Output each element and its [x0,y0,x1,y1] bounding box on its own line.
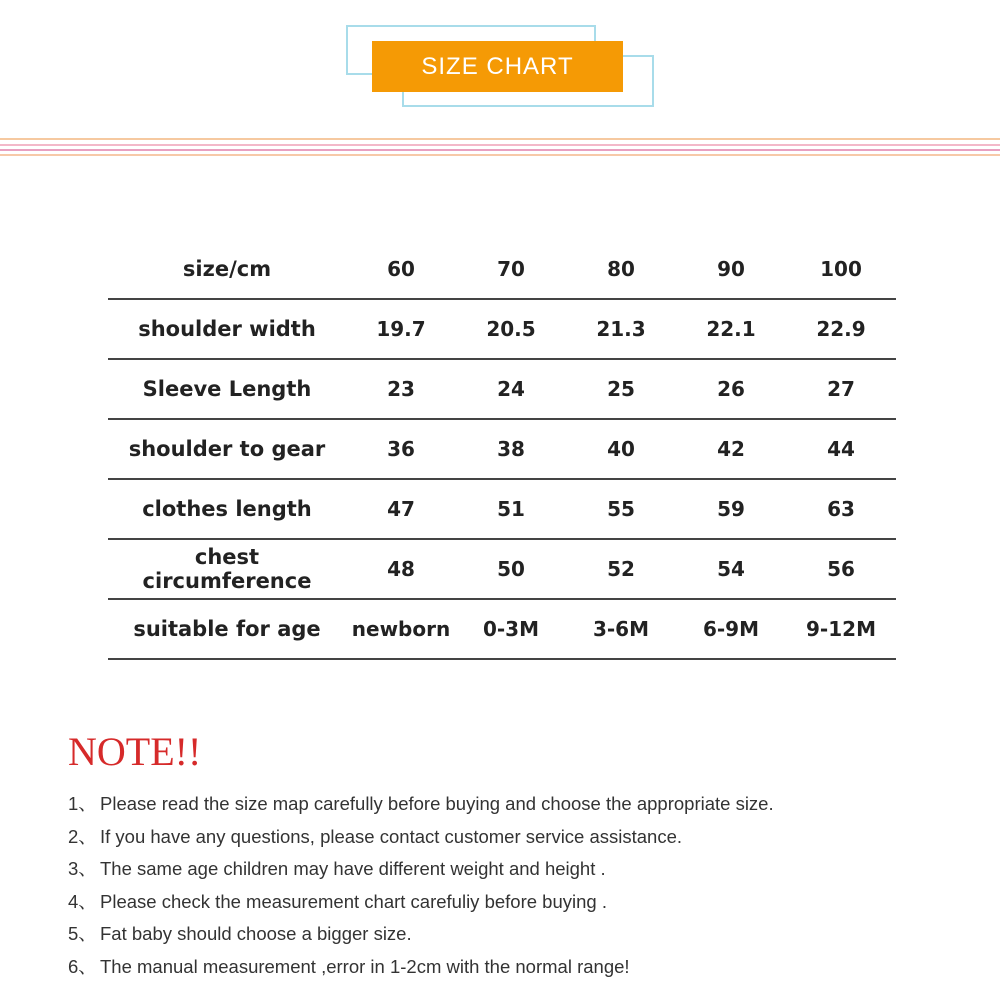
table-row [108,540,896,600]
table-cell: 20.5 [486,317,536,341]
table-cell: 19.7 [376,317,426,341]
row-label: chest circumference [142,545,312,593]
decorative-stripes [0,138,1000,158]
header-cell: size/cm [182,257,272,281]
table-header-row [108,240,896,300]
table-cell: 44 [827,437,855,461]
table-cell: newborn [351,617,451,641]
stripe [0,144,1000,146]
row-label: shoulder width [138,317,316,341]
header-cell: 80 [607,257,635,281]
note-text: Fat baby should choose a bigger size. [100,923,412,945]
table-cell: 6-9M [702,617,760,641]
table-cell: 54 [717,557,745,581]
table-cell: 40 [607,437,635,461]
header-cell: 60 [387,257,415,281]
table-row [108,360,896,420]
note-text: If you have any questions, please contact customer service assistance. [100,825,683,847]
row-label: Sleeve Length [142,377,312,401]
table-cell: 48 [387,557,415,581]
table-cell: 26 [717,377,745,401]
note-number: 3、 [68,858,97,880]
note-list [68,788,774,984]
table-cell: 27 [827,377,855,401]
row-label: suitable for age [133,617,321,641]
table-cell: 23 [387,377,415,401]
table-cell: 0-3M [482,617,540,641]
table-row [108,420,896,480]
table-cell: 42 [717,437,745,461]
table-cell: 59 [717,497,745,521]
table-row [108,600,896,660]
list-item [68,951,774,984]
table-cell: 3-6M [592,617,650,641]
table-cell: 25 [607,377,635,401]
table-cell: 63 [827,497,855,521]
note-title: NOTE!! [68,729,202,774]
note-text: Please check the measurement chart carefuliy before buying . [100,890,607,912]
stripe [0,149,1000,151]
note-number: 2、 [68,825,97,847]
table-cell: 21.3 [596,317,646,341]
note-number: 6、 [68,955,97,977]
header-cell: 90 [717,257,745,281]
table-cell: 22.9 [816,317,866,341]
stripe [0,154,1000,156]
list-item [68,788,774,821]
table-cell: 24 [497,377,525,401]
note-text: Please read the size map carefully before buying and choose the appropriate size. [100,793,774,814]
header-cell: 100 [820,257,862,281]
table-cell: 51 [497,497,525,521]
note-text: The same age children may have different weight and height . [100,858,606,880]
size-table [108,240,896,660]
table-cell: 52 [607,557,635,581]
table-cell: 55 [607,497,635,521]
note-text: The manual measurement ,error in 1-2cm with the normal range! [100,955,630,977]
size-chart-title: SIZE CHART [372,41,623,92]
row-label: shoulder to gear [128,437,326,461]
header-cell: 70 [497,257,525,281]
list-item [68,853,774,886]
stripe [0,138,1000,140]
table-cell: 38 [497,437,525,461]
note-number: 4、 [68,890,97,912]
list-item [68,821,774,854]
table-cell: 47 [387,497,415,521]
note-number: 5、 [68,923,97,945]
table-cell: 50 [497,557,525,581]
table-cell: 9-12M [806,617,876,641]
list-item [68,918,774,951]
table-cell: 36 [387,437,415,461]
note-number: 1、 [68,793,97,814]
table-row [108,300,896,360]
list-item [68,886,774,919]
table-cell: 56 [827,557,855,581]
row-label: clothes length [142,497,312,521]
table-row [108,480,896,540]
table-cell: 22.1 [706,317,756,341]
